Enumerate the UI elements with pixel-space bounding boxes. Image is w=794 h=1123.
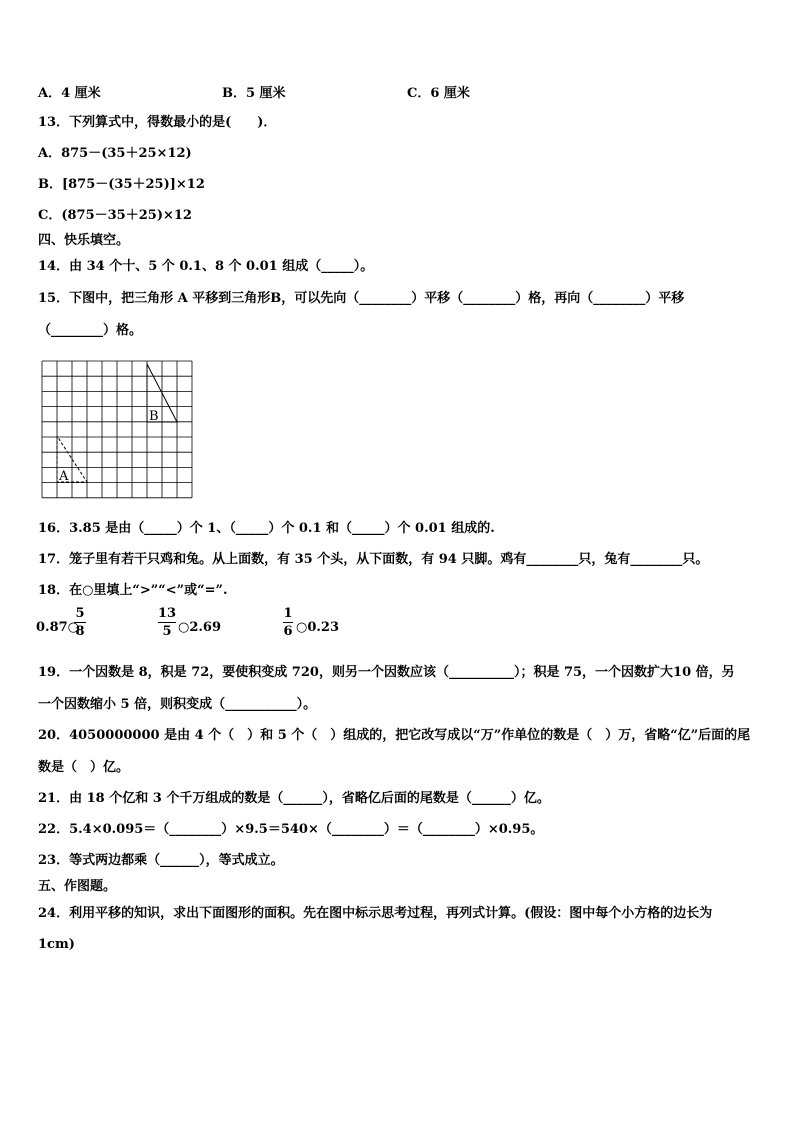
q12-option-a: A．4 厘米 bbox=[38, 86, 101, 101]
q19-line1: 19．一个因数是 8，积是 72，要使积变成 720，则另一个因数应该（__________）；积是 75，一个因数扩大10 倍，另 bbox=[38, 665, 735, 680]
q13-option-b: B．[875－(35＋25)]×12 bbox=[38, 177, 205, 192]
q18-item3-numerator: 1 bbox=[283, 606, 293, 621]
q15-line1: 15．下图中，把三角形 A 平移到三角形B，可以先向（________）平移（________）格，再向（________）平移 bbox=[38, 291, 685, 306]
fraction-bar bbox=[283, 622, 293, 623]
q18-item1-prefix: 0.87○ bbox=[36, 620, 80, 635]
q18-item2-denominator: 5 bbox=[162, 624, 172, 639]
q18-item1-denominator: 8 bbox=[75, 624, 85, 639]
q24-line2: 1cm) bbox=[38, 937, 75, 952]
q18-item2-numerator: 13 bbox=[158, 606, 177, 621]
section-4-heading: 四、快乐填空。 bbox=[38, 233, 130, 248]
fraction-bar bbox=[158, 622, 176, 623]
q19-line2: 一个因数缩小 5 倍，则积变成（___________）。 bbox=[38, 697, 317, 712]
q18-item1-fraction bbox=[74, 606, 86, 639]
fraction-bar bbox=[74, 622, 86, 623]
q18-item3-suffix: ○0.23 bbox=[296, 620, 340, 635]
q13-option-c: C．(875－35＋25)×12 bbox=[38, 208, 192, 223]
q18-item1-numerator: 5 bbox=[75, 606, 85, 621]
q23: 23．等式两边都乘（______），等式成立。 bbox=[38, 853, 284, 868]
triangle-a-label: A bbox=[59, 469, 69, 484]
q22: 22．5.4×0.095＝（________）×9.5＝540×（________）＝（________）×0.95。 bbox=[38, 822, 544, 837]
q15-line2: （________）格。 bbox=[38, 323, 143, 338]
q16: 16．3.85 是由（_____）个 1、（_____）个 0.1 和（_____）个 0.01 组成的. bbox=[38, 521, 495, 536]
q13-stem: 13．下列算式中，得数最小的是( )． bbox=[38, 115, 277, 130]
q20-line2: 数是（ ）亿。 bbox=[38, 760, 130, 775]
section-5-heading: 五、作图题。 bbox=[38, 879, 117, 894]
q13-option-a: A．875－(35＋25×12) bbox=[38, 146, 192, 161]
q18-item2-suffix: ○2.69 bbox=[178, 620, 222, 635]
q21: 21．由 18 个亿和 3 个千万组成的数是（______），省略亿后面的尾数是（______）亿。 bbox=[38, 791, 550, 806]
q18-stem: 18．在○里填上“>”“<”或“=”. bbox=[38, 583, 228, 598]
q14: 14．由 34 个十、5 个 0.1、8 个 0.01 组成（_____）。 bbox=[38, 259, 374, 274]
q18-item2-fraction bbox=[158, 606, 176, 639]
q12-option-c: C．6 厘米 bbox=[407, 86, 470, 101]
q24-line1: 24．利用平移的知识，求出下面图形的面积。先在图中标示思考过程，再列式计算。(假设：图中每个小方格的边长为 bbox=[38, 906, 713, 921]
q20-line1: 20．4050000000 是由 4 个（ ）和 5 个（ ）组成的，把它改写成以“万”作单位的数是（ ）万，省略“亿”后面的尾 bbox=[38, 728, 751, 743]
translation-grid-figure bbox=[40, 359, 194, 499]
q17: 17．笼子里有若干只鸡和兔。从上面数，有 35 个头，从下面数，有 94 只脚。鸡有________只，兔有________只。 bbox=[38, 552, 709, 567]
q18-item3-fraction bbox=[283, 606, 293, 639]
q12-option-b: B．5 厘米 bbox=[222, 86, 286, 101]
triangle-b-label: B bbox=[149, 409, 159, 424]
q18-item3-denominator: 6 bbox=[283, 624, 293, 639]
